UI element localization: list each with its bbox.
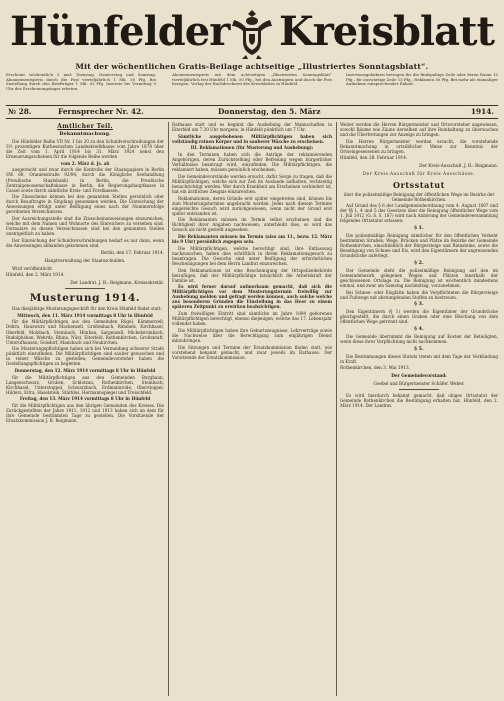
paragraph: Den Reklamationen ist eine Bescheinigung der Ortspolizeibehörde beizufügen, daß der Militärpflichtige tatsächlich die Arbeitskraft der Familie ist. xyxy=(172,267,332,283)
issue-row xyxy=(6,106,498,117)
paragraph: für die Militärpflichtigen aus den übrigen Gemeinden des Kreises. Die Zurückgestellten der Jahre 1911, 1912 und 1913 haben sich an dem für ihre Gemeinde bestimmten Tage zu gestellen. Die Vorsitzende der Ersatzkommission J. B. Reigmann. xyxy=(6,403,164,424)
phone-number: Fernsprecher Nr. 42. xyxy=(58,107,144,116)
paragraph: Die Gemeindevorstände werden ersucht, dafür Sorge zu tragen, daß die Militärpflichtigen, welche sich zur Zeit im Auslande aufhalten, rechtzeitig benachrichtigt werden. Wer durch Krankheit am Erscheinen verhindert ist, hat ein ärztliches Zeugnis einzureichen. xyxy=(172,173,332,194)
newspaper-title-right: Kreisblatt xyxy=(278,8,494,55)
paragraph: Der Einreichung der Schuldverschreibungen bedarf es nur dann, wenn die Anweisungen abhanden gekommen sind. xyxy=(6,237,164,248)
newspaper-title-left: Hünfelder xyxy=(10,8,230,55)
paragraph: Das diesjährige Musterungsgeschäft für den Kreis Hünfeld findet statt: xyxy=(12,306,162,312)
signature-date: Hünfeld, den 2. März 1914. xyxy=(6,272,65,278)
divider xyxy=(6,118,498,119)
paragraph: Die Herren Bürgermeister werden ersucht, die vorstehende Bekanntmachung in ortsüblicher Weise zur Kenntnis der Ortseingesessenen zu bringen. xyxy=(340,138,498,154)
paragraph: Die Reklamanten müssen im Termin selbst erscheinen und die Richtigkeit ihrer Angaben nachweisen; unterbleibt dies, so wird das Gesuch als nicht gestellt angesehen. xyxy=(172,217,332,233)
paragraph: Die Musterungspflichtigen haben sich bei Vermeidung schwerer Strafe pünktlich einzufinden. Die Militärpflichtigen sind sauber gewaschen und in reiner Wäsche zu gestellen; Gemeindevorsteher haben die Gestellungspflichtigen zu begleiten. xyxy=(6,346,164,367)
column-1 xyxy=(6,122,164,696)
signature-date: Hünfeld, den 28. Februar 1914. xyxy=(340,155,408,161)
paragraph: Die polizeimäßige Reinigung sämtlicher für den öffentlichen Verkehr bestimmten Straßen, Wege, Brücken und Plätze im Bezirke der Gemeinde Rothenkirchen, einschließlich der Bürgersteige und Rinnsteine, sowie die Beseitigung von Schnee und Eis, wird den Eigentümern der angrenzenden Grundstücke auferlegt. xyxy=(340,232,498,259)
paragraph: Der Kreis-Ausschuß für Kreis-Ausschüsse. xyxy=(362,171,476,177)
column-divider xyxy=(336,122,337,696)
signature-authority: Der Landrat. J. B.: Reigmann, Kreissekretär. xyxy=(70,280,164,286)
section-heading: Amtlicher Teil. xyxy=(57,123,113,130)
paragraph: für die Militärpflichtigen aus den Gemeinden Burghaun, Langenschwarz, Gruben, Schlotzau, Rothenkirchen, Steinbach, Kirchhasel, Unterstoppel, Schwarzbach, Erdmannrode, Oberstoppel, Hilders, Eitra, Haselstein, Stärklos, Hermannspiegel und Treischfeld. xyxy=(6,374,164,395)
paragraph: Die Militärpflichtigen, welche berechtigt sind, ihre Entlassung nachzusuchen, haben dies schriftlich in ihrem Reklamationsgesuch zu beantragen. Die Gesuche sind unter Beifügung der erforderlichen Bescheinigungen bei dem Herrn Landrat einzureichen. xyxy=(172,245,332,266)
section-number: § 5. xyxy=(414,345,424,352)
paragraph: Auf Grund des § 6 der Landgemeindeordnung vom 4. August 1897 und der §§ 1, 4 und 5 des Gesetzes über die Reinigung öffentlicher Wege vom 1. Juli 1912 (G. S. S. 187) wird nach Anhörung der Gemeindeversammlung folgendes Ortsstatut erlassen: xyxy=(340,203,498,224)
column-3 xyxy=(340,122,498,696)
signature-names: Goebel und Bürgermeister Schäfer. Weber. xyxy=(373,381,465,387)
paragraph: Reklamationen, deren Gründe erst später eingetreten sind, können bis zum Musterungstermine angebracht werden. Jedes nach diesem Termine eingereichte Gesuch wird zurückgewiesen, wenn nicht der Grund erst später entstanden ist. xyxy=(172,195,332,216)
paragraph: Wird veröffentlicht. xyxy=(12,265,54,271)
paragraph-date: vom 2. März d. Js. ab xyxy=(60,160,110,166)
paragraph: Die Reklamanten müssen im Termin (also am 11., bezw. 12. März bis 9 Uhr) persönlich zugegen sein. xyxy=(172,234,332,245)
column-divider xyxy=(168,122,169,696)
section-number: § 2. xyxy=(414,259,424,266)
paragraph: Die Sitzungen und Termine der Ersatzkommission finden statt, wie vorstehend bekannt gemacht, und zwar jeweils im Rathause. Der Vorsitzende der Ersatzkommission. xyxy=(172,344,332,360)
signature-authority: Der Gemeindevorstand: xyxy=(391,373,447,379)
subtitle: Mit der wöchentlichen Gratis-Beilage achtseitige „Illustriertes Sonntagsblatt“. xyxy=(75,62,429,71)
section-number: § 4. xyxy=(414,326,424,333)
paragraph: Die Hünfelder Reihe VII Nr. 1 bis 20 zu den Schuldverschreibungen der 3½ prozentigen Kurhessischen Landeskreditkasse vom Jahre 1878 über die Zeit vom 1. April 1914 bis 31. März 1924 nebst den Erneuerungsscheinen für die folgende Reihe werden xyxy=(6,139,164,160)
pricing-info: Abonnementspreis mit dem achtseitigen „Illustrierten Sonntagsblatt“ vierteljährlich frei Hünfeld 1 Mk. 50 Pfg., bei den Austrägern und durch die Post bezogen. Verlag der Buchdruckerei des Kreisblattes in Hünfeld. xyxy=(172,72,332,87)
paragraph: ausgereicht und zwar durch die Kontrolle der Staatspapiere in Berlin SW. 68, Oranienstraße 92/94, durch die Königliche Seehandlung (Preußische Staatsbank) in Berlin, die Preußische Zentralgenossenschaftskasse in Berlin, die Regierungshauptkasse in Cassel sowie durch sämtliche Kreis- und Forstkassen. xyxy=(6,167,164,193)
subsection-heading: III. Reklamationen (für Musterung und Aushebung): xyxy=(190,145,314,151)
muster-date-3: Freitag, den 13. März 1914 vormittags 8 Uhr in Hünfeld xyxy=(19,396,151,402)
paragraph: In den Terminen haben sich die Anträge der reklamierenden Angehörigen, deren Zurückstellung oder Befreiung wegen bürgerlicher Verhältnisse beantragt wird, einzufinden. Die Militärpflichtigen, die reklamiert haben, müssen persönlich erscheinen. xyxy=(172,152,332,173)
notice-heading: Bekanntmachung. xyxy=(59,131,111,137)
advertising-info: Insertionsgebühren betragen für die fünfspaltige Zeile oder deren Raum 10 Pfg., für auswärtige Zeile 15 Pfg., Reklamen 30 Pfg. Bei mehr als einmaliger Aufnahme entsprechender Rabatt. xyxy=(346,72,498,87)
divider xyxy=(399,389,439,390)
column-2 xyxy=(172,122,332,696)
paragraph: Die Bestimmungen dieses Statuts treten mit dem Tage der Verkündung in Kraft. xyxy=(340,353,498,364)
subscription-info: Erscheint wöchentlich 3 mal: Dienstag, Donnerstag und Samstag. Abonnementspreis durch die Post vierteljährlich 1 Mk. 50 Pfg. Bei Zustellung durch den Briefträger 1 Mk. 92 Pfg. Inserate bis Vormittag 9 Uhr des Erscheinungstages erbeten. xyxy=(6,72,156,92)
coat-of-arms-icon xyxy=(226,6,278,60)
notice-title: Musterung 1914. xyxy=(29,292,141,305)
paragraph: Sämtliche ausgehobenen Militärpflichtigen haben sich vollständig reinen Körper und in sauberer Wäsche zu erscheinen. xyxy=(172,133,332,144)
paragraph: Der Gemeinde steht die polizeimäßige Reinigung auf den im Gemeindebezirk gelegenen Wegen und Plätzen innerhalb der geschlossenen Ortslage zu. Die Reinigung ist wöchentlich mindestens einmal, und zwar am Samstag nachmittag, vorzunehmen. xyxy=(340,267,498,288)
statute-title: Ortsstatut xyxy=(393,179,445,190)
paragraph: Die Militärpflichtigen haben ihre Geburtszeugnisse, Lehrverträge sowie die Nachweise über die Berechtigung zum einjährigen Dienst mitzubringen. xyxy=(172,327,332,343)
section-number: § 1. xyxy=(414,224,424,231)
paragraph: für die Militärpflichtigen aus den Gemeinden Rögel, Kämmerzell, Dehrn, Hauswurz und Mackenzell, Großenbach, Rimmels, Kirchhasel, Oberfeld, Molzbach, Steinbach, Hünhan, Sargenzell, Michelsrombach, Rudolphshan, Wehrda, Rhina, Nüst, Eiterfeld, Rothenkirchen, Großentaft, Unterufhausen, Soisdorf, Mansbach und Neukirchen. xyxy=(6,319,164,345)
signature-authority: Hauptverwaltung der Staatsschulden. xyxy=(44,257,126,263)
paragraph: Die Zinsscheine können bei den genannten Stellen persönlich oder durch Beauftragte in Empfang genommen werden. Die Einreichung der Anweisungen erfolgt unter Beifügung eines nach der Nummernfolge geordneten Verzeichnisses. xyxy=(6,194,164,215)
issue-year: 1914. xyxy=(470,107,494,116)
issue-date: Donnerstag, den 5. März xyxy=(218,107,321,116)
paragraph: Der Ausreichungsstelle sind die Zinsscheinanweisungen einzureichen, welche mit dem Namen und Wohnorte des Einreichers zu versehen sind. Formulare zu diesen Verzeichnissen sind bei den genannten Stellen unentgeltlich zu haben. xyxy=(6,216,164,237)
paragraph: Die Gemeinde übernimmt die Reinigung auf Kosten der Beteiligten, wenn diese ihrer Verpflichtung nicht nachkommen. xyxy=(340,334,498,345)
paragraph: Es wird ferner darauf aufmerksam gemacht, daß sich die Militärpflichtigen vor dem Musterungstermin freiwillig zur Aushebung melden und gefragt werden können, auch solche welche aus besonderen Gründen die Einstellung in das Heer zu einem späteren Zeitpunkt zu erwirken beabsichtigen. xyxy=(172,284,332,310)
paragraph: Rathause statt und es beginnt die Aushebung der Mannschaften in Eiterfeld um 7.30 Uhr morgens, in Hünfeld pünktlich um 7 Uhr. xyxy=(172,122,332,133)
muster-date-1: Mittwoch, den 11. März 1914 vormittags 8 Uhr in Hünfeld xyxy=(17,312,153,318)
divider xyxy=(65,288,105,289)
info-row xyxy=(6,73,498,103)
paragraph: Bei Schnee- oder Eisglätte haben die Verpflichteten die Bürgersteige und Fußwege mit abstumpfenden Stoffen zu bestreuen. xyxy=(340,289,498,300)
signature-date: Rothenkirchen, den 3. Mai 1913. xyxy=(340,365,410,371)
paragraph: Zum freiwilligen Eintritt sind sämtliche im Jahre 1894 geborenen Militärpflichtigen berechtigt, ebenso diejenigen, welche das 17. Lebensjahr vollendet haben. xyxy=(172,311,332,327)
paragraph: Es wird hierdurch bekannt gemacht, daß obiges Ortsstatut der Gemeinde Rothenkirchen die Bestätigung erhalten hat. Hünfeld, den 2. März 1914. Der Landrat. xyxy=(340,393,498,409)
section-number: § 3. xyxy=(414,301,424,308)
issue-number: № 28. xyxy=(8,107,32,116)
muster-date-2: Donnerstag, den 12. März 1914 vormittags 8 Uhr in Hünfeld xyxy=(14,368,156,374)
signature-date: Berlin, den 17. Februar 1914. xyxy=(100,249,164,255)
paragraph: über die polizeimäßige Reinigung der öffentlichen Wege im Bezirke der Gemeinde Rothenkirchen. xyxy=(343,191,495,202)
paragraph: Den Eigentümern (§ 1) werden die Eigentümer der Grundstücke gleichgestellt, die durch einen Graben oder eine Böschung von dem öffentlichen Wege getrennt sind. xyxy=(340,309,498,325)
paragraph: Weiter werden die Herren Bürgermeister und Ortsvorsteher angewiesen, sowohl Bäume wie Zäune derselben auf ihre Reinhaltung zu überwachen und die Übertretungen zur Anzeige zu bringen. xyxy=(340,122,498,138)
masthead xyxy=(6,4,498,62)
signature-authority: Der Kreis-Ausschuß. J. B.: Reigmann. xyxy=(419,163,498,169)
